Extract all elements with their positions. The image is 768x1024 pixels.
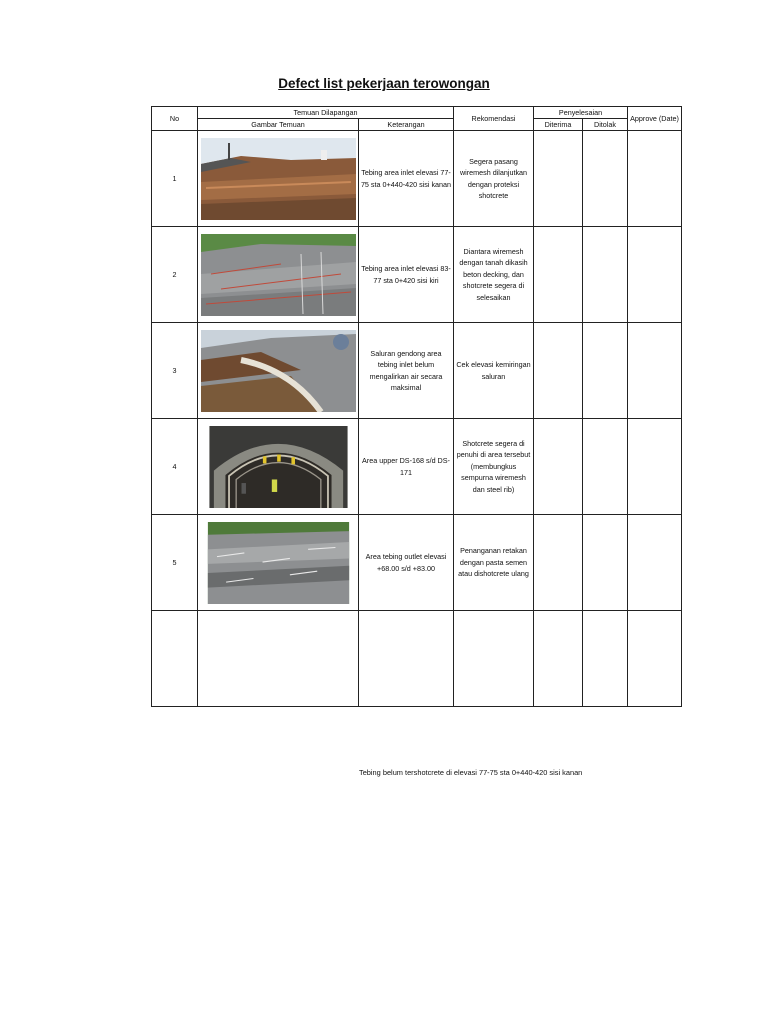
rekomendasi: Diantara wiremesh dengan tanah dikasih beton decking, dan shotcrete segera di selesaikan bbox=[454, 227, 534, 323]
approve-cell[interactable] bbox=[628, 515, 682, 611]
diterima-cell[interactable] bbox=[534, 611, 583, 707]
header-temuan: Temuan Dilapangan bbox=[198, 107, 454, 119]
diterima-cell[interactable] bbox=[534, 227, 583, 323]
rekomendasi: Cek elevasi kemiringan saluran bbox=[454, 323, 534, 419]
approve-cell[interactable] bbox=[628, 131, 682, 227]
table-row bbox=[152, 323, 682, 419]
rekomendasi: Penanganan retakan dengan pasta semen atau dishotcrete ulang bbox=[454, 515, 534, 611]
ditolak-cell[interactable] bbox=[583, 419, 628, 515]
keterangan: Area tebing outlet elevasi +68.00 s/d +83.00 bbox=[359, 515, 454, 611]
header-no: No bbox=[152, 107, 198, 131]
row-number: 5 bbox=[152, 515, 198, 611]
keterangan: Tebing area inlet elevasi 83-77 sta 0+420 sisi kiri bbox=[359, 227, 454, 323]
diterima-cell[interactable] bbox=[534, 323, 583, 419]
ditolak-cell[interactable] bbox=[583, 131, 628, 227]
keterangan: Tebing area inlet elevasi 77-75 sta 0+440-420 sisi kanan bbox=[359, 131, 454, 227]
row-number: 3 bbox=[152, 323, 198, 419]
row-number: 1 bbox=[152, 131, 198, 227]
approve-cell[interactable] bbox=[628, 323, 682, 419]
ditolak-cell[interactable] bbox=[583, 227, 628, 323]
finding-photo-cell bbox=[198, 131, 359, 227]
row-number: 4 bbox=[152, 419, 198, 515]
keterangan[interactable] bbox=[359, 611, 454, 707]
header-gambar: Gambar Temuan bbox=[198, 119, 359, 131]
drainage-channel-photo bbox=[201, 330, 356, 412]
header-penyelesaian: Penyelesaian bbox=[534, 107, 628, 119]
rekomendasi[interactable] bbox=[454, 611, 534, 707]
header-ditolak: Ditolak bbox=[583, 119, 628, 131]
rekomendasi: Segera pasang wiremesh dilanjutkan dengan proteksi shotcrete bbox=[454, 131, 534, 227]
header-rekomendasi: Rekomendasi bbox=[454, 107, 534, 131]
slope-photo bbox=[201, 138, 356, 220]
header-approve: Approve (Date) bbox=[628, 107, 682, 131]
diterima-cell[interactable] bbox=[534, 515, 583, 611]
diterima-cell[interactable] bbox=[534, 131, 583, 227]
table-row bbox=[152, 131, 682, 227]
table-row bbox=[152, 227, 682, 323]
wiremesh-slope-photo bbox=[201, 234, 356, 316]
table-row bbox=[152, 419, 682, 515]
approve-cell[interactable] bbox=[628, 611, 682, 707]
finding-photo-cell bbox=[198, 515, 359, 611]
ditolak-cell[interactable] bbox=[583, 611, 628, 707]
finding-photo-cell bbox=[198, 323, 359, 419]
table-row bbox=[152, 515, 682, 611]
ditolak-cell[interactable] bbox=[583, 515, 628, 611]
finding-photo-cell[interactable] bbox=[198, 611, 359, 707]
defect-table bbox=[151, 106, 681, 707]
finding-photo-cell bbox=[198, 419, 359, 515]
header-keterangan: Keterangan bbox=[359, 119, 454, 131]
diterima-cell[interactable] bbox=[534, 419, 583, 515]
row-number[interactable] bbox=[152, 611, 198, 707]
rekomendasi: Shotcrete segera di penuhi di area tersebut (membungkus sempurna wiremesh dan steel rib) bbox=[454, 419, 534, 515]
keterangan: Saluran gendong area tebing inlet belum mengalirkan air secara maksimal bbox=[359, 323, 454, 419]
approve-cell[interactable] bbox=[628, 227, 682, 323]
row-number: 2 bbox=[152, 227, 198, 323]
tunnel-interior-photo bbox=[201, 426, 356, 508]
header-diterima: Diterima bbox=[534, 119, 583, 131]
ditolak-cell[interactable] bbox=[583, 323, 628, 419]
approve-cell[interactable] bbox=[628, 419, 682, 515]
outlet-slope-photo bbox=[201, 522, 356, 604]
document-title: Defect list pekerjaan terowongan bbox=[278, 76, 490, 91]
keterangan: Area upper DS-168 s/d DS-171 bbox=[359, 419, 454, 515]
footnote: Tebing belum tershotcrete di elevasi 77-75 sta 0+440-420 sisi kanan bbox=[359, 768, 583, 777]
finding-photo-cell bbox=[198, 227, 359, 323]
table-row-empty bbox=[152, 611, 682, 707]
